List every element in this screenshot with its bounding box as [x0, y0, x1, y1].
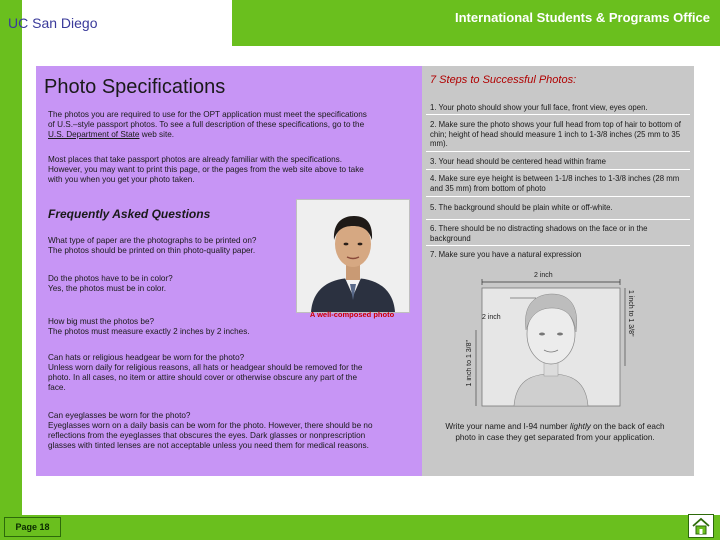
faq-item — [48, 411, 378, 451]
footer-bar — [0, 515, 720, 540]
note-emphasis: lightly — [569, 422, 591, 431]
step-item: 2. Make sure the photo shows your full head from top of hair to bottom of chin; height of head should measure 1 inch to 1-3/8 inches (25 mm to 35 mm). — [430, 120, 681, 148]
faq-item — [48, 274, 296, 294]
faq-answer: The photos must measure exactly 2 inches by 2 inches. — [48, 327, 250, 336]
faq-question: Can hats or religious headgear be worn for the photo? — [48, 353, 245, 362]
home-button[interactable] — [688, 514, 714, 538]
intro-text-end: web site. — [139, 130, 175, 139]
faq-heading: Frequently Asked Questions — [48, 207, 211, 221]
faq-item — [48, 317, 296, 337]
faq-answer: Yes, the photos must be in color. — [48, 284, 167, 293]
step-divider — [426, 245, 690, 246]
sample-photo — [296, 199, 410, 313]
left-rail — [0, 0, 22, 540]
diagram-inner-label: 2 inch — [482, 314, 501, 321]
faq-question: Can eyeglasses be worn for the photo? — [48, 411, 191, 420]
intro-text: The photos you are required to use for the OPT application must meet the specifications of U.S.–style passport photos. To see a full description of these specifications, go to the — [48, 110, 367, 129]
photo-size-diagram — [466, 270, 640, 410]
step-item: 7. Make sure you have a natural expression — [430, 250, 582, 259]
step-divider — [426, 196, 690, 197]
office-name: International Students & Programs Office — [455, 10, 710, 25]
step-item: 1. Your photo should show your full face, front view, eyes open. — [430, 103, 648, 112]
step-item: 5. The background should be plain white or off-white. — [430, 203, 613, 212]
print-paragraph: Most places that take passport photos are already familiar with the specifications. However, you may want to print this page, or the pages from the web site above to take with you when you get your photo taken. — [48, 155, 364, 184]
portrait-illustration — [297, 200, 409, 312]
diagram-left-label: 1 inch to 1 3/8" — [466, 340, 473, 387]
step-divider — [426, 114, 690, 115]
faq-item — [48, 353, 368, 393]
faq-question: Do the photos have to be in color? — [48, 274, 173, 283]
faq-item — [48, 236, 296, 256]
step-item: 3. Your head should be centered head within frame — [430, 157, 606, 166]
diagram-top-label: 2 inch — [534, 272, 553, 279]
faq-question: How big must the photos be? — [48, 317, 155, 326]
steps-title: 7 Steps to Successful Photos: — [430, 74, 577, 86]
note-text: Write your name and I-94 number — [445, 422, 570, 431]
step-divider — [426, 219, 690, 220]
photo-back-note — [440, 421, 670, 443]
state-dept-link[interactable]: U.S. Department of State — [48, 130, 140, 139]
step-item: 4. Make sure eye height is between 1-1/8 inches to 1-3/8 inches (28 mm and 35 mm) from bottom of photo — [430, 174, 680, 193]
site-name[interactable]: UC San Diego — [8, 15, 98, 31]
page-title: Photo Specifications — [44, 76, 226, 98]
home-icon — [689, 515, 713, 537]
note-text-end: on the back of each photo in case they get separated from your application. — [455, 422, 665, 442]
faq-answer: Eyeglasses worn on a daily basis can be worn for the photo. However, there should be no reflections from the eyeglasses that obscures the eyes. Dark glasses or nonprescription glasses with tinted lenses are not acceptable unless you need them for medical reasons. — [48, 421, 373, 450]
faq-answer: The photos should be printed on thin photo-quality paper. — [48, 246, 256, 255]
faq-question: What type of paper are the photographs to be printed on? — [48, 236, 257, 245]
step-divider — [426, 169, 690, 170]
photo-size-diagram-drawing — [470, 270, 640, 410]
page-number: Page 18 — [4, 517, 61, 537]
step-divider — [426, 151, 690, 152]
intro-paragraph — [48, 110, 368, 140]
photo-caption: A well-composed photo — [309, 310, 395, 319]
step-item: 6. There should be no distracting shadows on the face or in the background — [430, 224, 648, 243]
faq-answer: Unless worn daily for religious reasons, all hats or headgear should be removed for the photo. In all cases, no item or attire should cover or otherwise obscure any part of the face. — [48, 363, 363, 392]
diagram-right-label: 1 inch to 1 3/8" — [627, 290, 634, 337]
